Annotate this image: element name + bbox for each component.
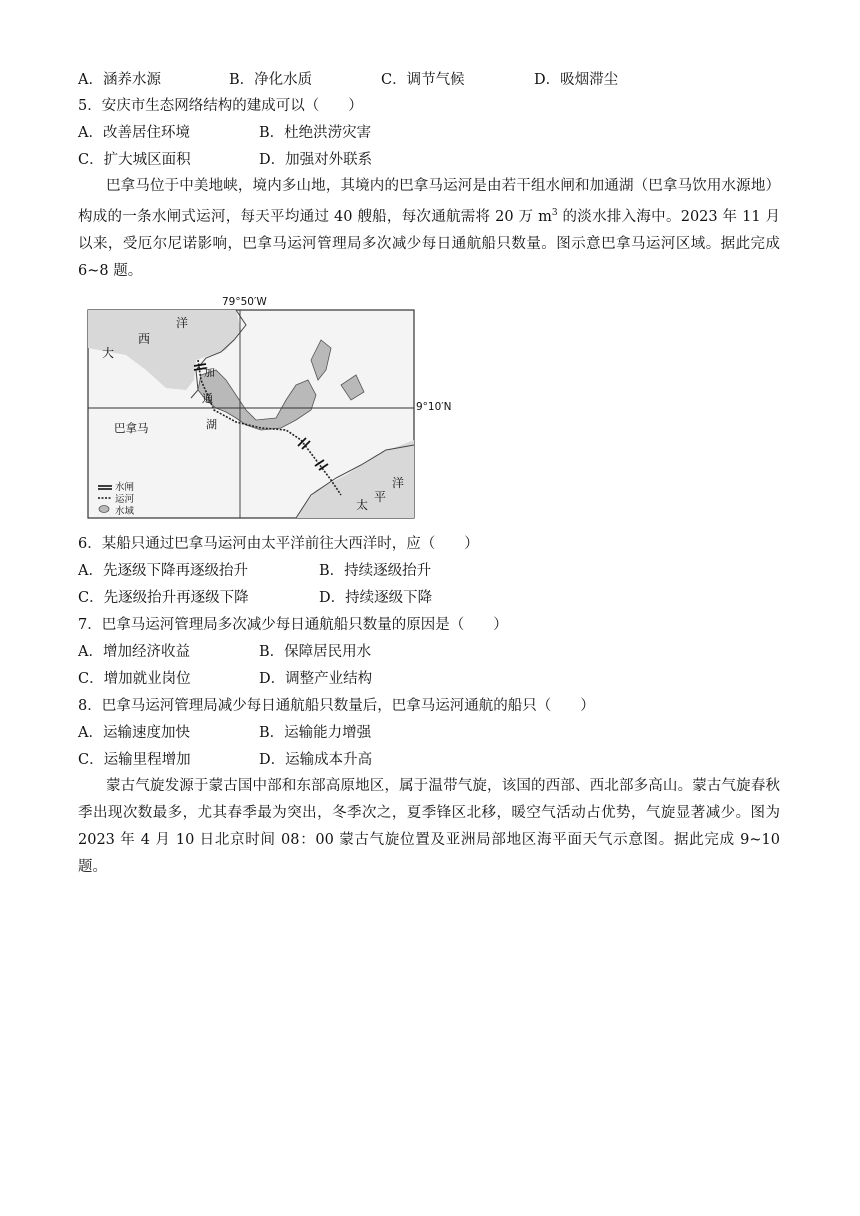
map-label-ping: 平 <box>374 490 387 504</box>
map-legend-water: 水域 <box>115 506 135 517</box>
passage-panama <box>78 173 780 285</box>
map-label-jia: 加 <box>204 366 215 379</box>
map-legend-canal: 运河 <box>115 494 135 505</box>
map-label-xi: 西 <box>138 332 151 346</box>
q8-stem: 8．巴拿马运河管理局减少每日通航船只数量后，巴拿马运河通航的船只（ ） <box>78 698 595 714</box>
passage-mongolia-cyclone-text: 蒙古气旋发源于蒙古国中部和东部高原地区，属于温带气旋，该国的西部、西北部多高山。蒙古气旋春秋季出现次数最多，尤其春季最为突出，冬季次之，夏季锋区北移，暖空气活动占优势，气旋显著减少。图为 2023 年 4 月 10 日北京时间 08：00 蒙古气旋位置及亚洲局部地区海平面天气示意图。据此完成 9~10 题。 <box>78 778 780 875</box>
q7-option-a[interactable]: A．增加经济收益 <box>78 644 190 660</box>
q4-option-a[interactable]: A．涵养水源 <box>78 72 161 88</box>
map-label-panama: 巴拿马 <box>114 421 149 435</box>
q8-option-c[interactable]: C．运输里程增加 <box>78 752 191 768</box>
q5-option-d[interactable]: D．加强对外联系 <box>259 152 373 168</box>
q8-option-a[interactable]: A．运输速度加快 <box>78 725 190 741</box>
q6-option-b[interactable]: B．持续逐级抬升 <box>319 563 432 579</box>
q7-stem: 7．巴拿马运河管理局多次减少每日通航船只数量的原因是（ ） <box>78 617 508 633</box>
map-longitude-label: 79°50′W <box>222 296 267 308</box>
map-label-hu: 湖 <box>206 418 217 431</box>
q4-option-b[interactable]: B．净化水质 <box>229 72 313 88</box>
map-legend-lock: 水闸 <box>115 482 135 493</box>
panama-canal-map <box>86 296 452 520</box>
q4-option-c[interactable]: C．调节气候 <box>381 72 465 88</box>
passage-panama-text-b: 的淡水排入海中。2023 年 11 月以来，受厄尔尼诺影响，巴拿马运河管理局多次减少每日通航船只数量。图示意巴拿马运河区域。据此完成 6~8 题。 <box>78 208 780 279</box>
q6-option-d[interactable]: D．持续逐级下降 <box>319 590 433 606</box>
q5-option-b[interactable]: B．杜绝洪涝灾害 <box>259 125 372 141</box>
q6-stem: 6．某船只通过巴拿马运河由太平洋前往大西洋时，应（ ） <box>78 536 479 552</box>
q7-option-c[interactable]: C．增加就业岗位 <box>78 671 191 687</box>
q6-option-c[interactable]: C．先逐级抬升再逐级下降 <box>78 590 249 606</box>
q4-option-d[interactable]: D．吸烟滞尘 <box>534 72 619 88</box>
q5-option-a[interactable]: A．改善居住环境 <box>78 125 190 141</box>
q8-option-b[interactable]: B．运输能力增强 <box>259 725 372 741</box>
map-label-yang-bottom: 洋 <box>392 476 405 490</box>
q5-option-c[interactable]: C．扩大城区面积 <box>78 152 191 168</box>
q8-option-d[interactable]: D．运输成本升高 <box>259 752 373 768</box>
map-label-tong: 通 <box>202 392 213 405</box>
q7-option-d[interactable]: D．调整产业结构 <box>259 671 373 687</box>
passage-panama-sup: 3 <box>551 208 558 218</box>
map-latitude-label: 9°10′N <box>416 401 452 413</box>
map-label-yang-top: 洋 <box>176 316 189 330</box>
map-label-tai: 太 <box>356 498 369 512</box>
passage-panama-text-a: 巴拿马位于中美地峡，境内多山地，其境内的巴拿马运河是由若干组水闸和加通湖（巴拿马饮用水源地）构成的一条水闸式运河，每天平均通过 40 艘船，每次通航需将 20 万 m <box>78 178 780 225</box>
q6-option-a[interactable]: A．先逐级下降再逐级抬升 <box>78 563 248 579</box>
q7-option-b[interactable]: B．保障居民用水 <box>259 644 372 660</box>
passage-mongolia-cyclone <box>78 773 780 881</box>
map-label-da: 大 <box>102 346 115 360</box>
q5-stem: 5．安庆市生态网络结构的建成可以（ ） <box>78 98 363 114</box>
